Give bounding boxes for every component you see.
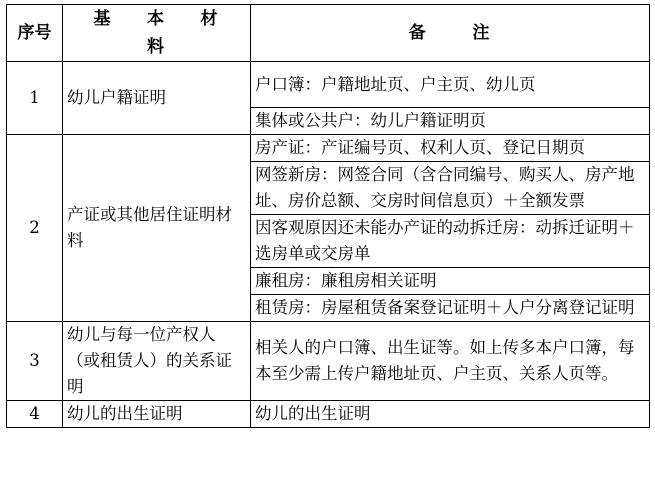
row-material: 产证或其他居住证明材料 bbox=[63, 135, 251, 322]
row-note: 相关人的户口簿、出生证等。如上传多本户口簿，每本至少需上传户籍地址页、户主页、关系人页等。 bbox=[251, 322, 650, 401]
header-no: 序号 bbox=[7, 5, 63, 62]
row-material: 幼儿与每一位产权人（或租赁人）的关系证明 bbox=[63, 322, 251, 401]
row-note: 因客观原因还未能办产证的动拆迁房：动拆迁证明＋选房单或交房单 bbox=[251, 215, 650, 268]
row-material: 幼儿的出生证明 bbox=[63, 401, 251, 428]
row-no: 4 bbox=[7, 401, 63, 428]
header-note: 备 注 bbox=[251, 5, 650, 62]
table-row bbox=[7, 135, 650, 162]
row-note: 网签新房：网签合同（含合同编号、购买人、房产地址、房价总额、交房时间信息页）＋全额发票 bbox=[251, 162, 650, 215]
row-no: 1 bbox=[7, 62, 63, 135]
row-note: 租赁房：房屋租赁备案登记证明＋人户分离登记证明 bbox=[251, 295, 650, 322]
row-note: 户口簿：户籍地址页、户主页、幼儿页 bbox=[251, 62, 650, 108]
row-no: 3 bbox=[7, 322, 63, 401]
row-note: 幼儿的出生证明 bbox=[251, 401, 650, 428]
table-row bbox=[7, 62, 650, 108]
row-note: 房产证：产证编号页、权利人页、登记日期页 bbox=[251, 135, 650, 162]
row-material: 幼儿户籍证明 bbox=[63, 62, 251, 135]
table-row bbox=[7, 401, 650, 428]
materials-table bbox=[6, 4, 650, 428]
header-material: 基 本 材 料 bbox=[63, 5, 251, 62]
table-row bbox=[7, 322, 650, 401]
table-header-row bbox=[7, 5, 650, 62]
row-note: 集体或公共户：幼儿户籍证明页 bbox=[251, 108, 650, 135]
row-no: 2 bbox=[7, 135, 63, 322]
row-note: 廉租房：廉租房相关证明 bbox=[251, 268, 650, 295]
